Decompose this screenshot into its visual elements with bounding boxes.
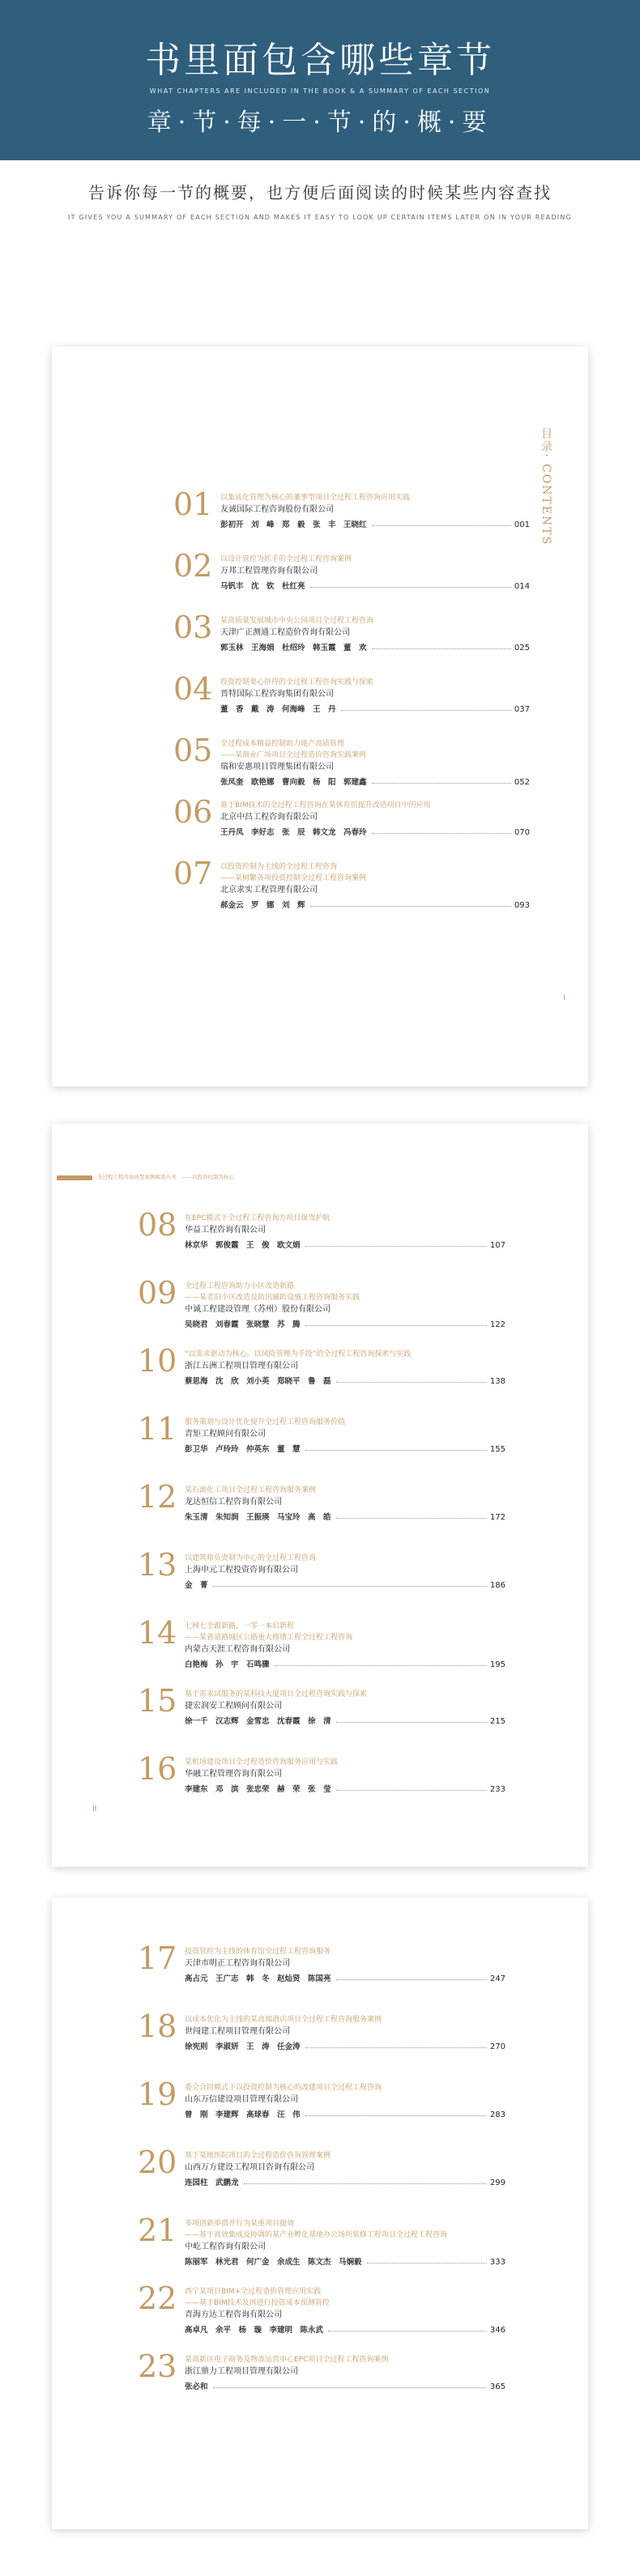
organization: 上海申元工程投资咨询有限公司 [185, 1566, 298, 1575]
authors: 彭初开 刘 峰 郑 毅 张 丰 王晓红 [220, 521, 367, 529]
toc-entry[interactable] [173, 487, 530, 541]
chapter-title: 基于需求试服务的某科技大厦项目全过程咨询实践与探索 [185, 1690, 368, 1698]
chapter-title: 某高质量发展城市中央公园项目全过程工程咨询 [220, 617, 374, 625]
author-line [185, 1237, 506, 1250]
chapter-title: 委会合同模式下以投资控制为核心的改建项目全过程工程咨询 [185, 2084, 382, 2092]
dot-leader [372, 833, 511, 834]
organization: 世闯建工程项目管理有限公司 [185, 2027, 290, 2036]
entry-text [185, 2286, 506, 2335]
chapter-number: 22 [138, 2281, 177, 2316]
authors: 徐一千 汉志辉 金雪忠 沈春霞 徐 清 [185, 1717, 331, 1726]
chapter-number: 05 [173, 733, 213, 768]
chapter-number: 13 [138, 1547, 177, 1583]
author-line [185, 1373, 506, 1386]
page-ref: 299 [489, 2179, 506, 2187]
authors: 朱玉清 朱知润 王振瑛 马宝玲 高 皓 [185, 1513, 331, 1522]
page-ref: 346 [489, 2326, 506, 2335]
chapter-number: 03 [173, 610, 213, 645]
organization: 晋特国际工程咨询集团有限公司 [220, 690, 334, 699]
toc-entry[interactable] [138, 1751, 506, 1805]
authors: 白艳梅 孙 宇 石鸣骤 [185, 1660, 270, 1669]
dot-leader [305, 1246, 487, 1247]
page-ref: 093 [514, 901, 530, 910]
authors: 吴晓君 刘春霞 张晓慧 苏 腾 [185, 1320, 301, 1329]
chapter-number: 10 [138, 1343, 177, 1379]
chapter-number: 01 [173, 487, 213, 522]
contents-label: 目录· CONTENTS [540, 427, 553, 546]
page-ref: 037 [514, 705, 530, 714]
chapter-title: 以投资控制为主线的全过程工程咨询 [220, 863, 338, 871]
dot-leader [336, 1722, 487, 1723]
chapter-number: 19 [138, 2077, 177, 2112]
organization: 山西万方建设工程项目咨询有限公司 [185, 2163, 314, 2172]
authors: 徐宪则 李淑妍 王 涛 任金涛 [185, 2043, 301, 2051]
dot-leader [328, 2331, 487, 2332]
entry-text [185, 2354, 506, 2391]
author-line [220, 578, 530, 591]
chapter-number: 18 [138, 2009, 177, 2044]
toc-entry[interactable] [138, 1275, 506, 1329]
authors: 张必和 [185, 2383, 208, 2391]
authors: 林京华 郭俊霞 王 俊 欧文娟 [185, 1241, 301, 1250]
author-line [185, 2322, 506, 2335]
toc-entry[interactable] [138, 2349, 506, 2403]
dot-leader [336, 1979, 487, 1980]
header-banner [0, 0, 640, 160]
toc-entry[interactable] [138, 2009, 506, 2063]
organization: 万邦工程管理咨询有限公司 [220, 567, 318, 576]
toc-entry[interactable] [138, 1683, 506, 1737]
contents-page-1 [52, 346, 588, 1086]
chapter-title: 全过程成本精益控制助力地产高质管理 [220, 740, 345, 748]
entry-text [220, 615, 530, 653]
page-ref: 052 [514, 778, 530, 787]
toc-entry[interactable] [173, 856, 530, 910]
dot-leader [372, 783, 511, 784]
page-ref: 070 [514, 828, 530, 837]
author-line [185, 1781, 506, 1794]
page-ref: 233 [489, 1785, 506, 1794]
chapter-title: 全过程工程咨询助力小区改造新路 [185, 1282, 295, 1290]
intro-text-cn: 告诉你每一节的概要，也方便后面阅读的时候某些内容查找 [88, 183, 552, 202]
entry-text [220, 677, 530, 714]
dot-leader [372, 525, 511, 526]
entry-text [185, 1621, 506, 1669]
chapter-title: 以集成化管理为核心的董事型项目全过程工程咨询应用实践 [220, 494, 411, 502]
chapter-title: 某高新区电子商务及物流运营中心EPC项目全过程工程咨询案例 [185, 2356, 389, 2364]
organization: 浙江鼎力工程项目管理有限公司 [185, 2367, 298, 2376]
chapter-title: 多项创新举措并行为某重项目提效 [185, 2220, 295, 2228]
toc-entry[interactable] [138, 2213, 506, 2267]
toc-entry[interactable] [173, 794, 530, 848]
toc-entry[interactable] [138, 2145, 506, 2199]
dot-leader [310, 587, 511, 588]
authors: 蔡思海 沈 欣 刘小英 郑晓平 鲁 磊 [185, 1377, 331, 1386]
organization: 友诚国际工程咨询股份有限公司 [220, 505, 334, 514]
toc-entry[interactable] [138, 1343, 506, 1397]
chapter-title: 投资控制要心挤得的全过程工程咨询实践与探索 [220, 678, 374, 687]
banner-subtitle-en: WHAT CHAPTERS ARE INCLUDED IN THE BOOK & A SUMMARY OF EACH SECTION [149, 87, 491, 95]
organization: 中屹工程咨询有限公司 [185, 2242, 266, 2251]
author-line [220, 774, 530, 787]
chapter-number: 16 [138, 1751, 177, 1787]
authors: 连园柱 武鹏龙 [185, 2179, 239, 2187]
organization: 天津广正测通工程造价咨询有限公司 [220, 628, 350, 637]
entry-text [185, 2218, 506, 2267]
toc-entry[interactable] [173, 671, 530, 725]
entry-text [185, 1417, 506, 1454]
dot-leader [305, 2115, 487, 2116]
organization: 北京中昌工程咨询有限公司 [220, 813, 318, 822]
organization: 中诚工程建设管理（苏州）股份有限公司 [185, 1305, 331, 1314]
entry-text [220, 492, 530, 529]
page-ref: 365 [489, 2383, 506, 2391]
organization: 龙达恒信工程咨询有限公司 [185, 1498, 282, 1507]
entry-text [185, 2014, 506, 2051]
page-ref: 138 [489, 1377, 506, 1386]
page-ref: 247 [489, 1975, 506, 1983]
entry-text [185, 1553, 506, 1590]
chapter-title: 基于BIM技术的全过程工程咨询在某体育馆提升改造项目中的应用 [220, 801, 431, 810]
chapter-title: 某石油化工项目全过程工程咨询服务案例 [185, 1486, 317, 1494]
dot-leader [336, 1790, 487, 1791]
author-line [185, 1577, 506, 1590]
chapter-subtitle: ——某老旧小区改造及防汛辅助设施工程咨询服务实践 [185, 1294, 361, 1302]
dot-leader [336, 1518, 487, 1519]
authors: 董 香 戴 涛 何海峰 王 丹 [220, 705, 336, 714]
authors: 高占元 王广志 韩 冬 赵灿贤 陈国亮 [185, 1975, 331, 1983]
chapter-subtitle: ——基于BIM技术及再进行投资成本预测管控 [185, 2299, 330, 2307]
chapter-number: 20 [138, 2145, 177, 2180]
entry-text [220, 554, 530, 591]
page-ref: 122 [489, 1320, 506, 1329]
chapter-title: 投资管控为主线的体育馆全过程工程咨询服务 [185, 1948, 331, 1956]
chapter-subtitle: ——某商业广场项目全过程造价咨询实践案例 [220, 751, 367, 759]
chapter-number: 09 [138, 1275, 177, 1311]
authors: 金 菁 [185, 1581, 208, 1590]
organization: 瑞和安惠项目管理集团有限公司 [220, 763, 334, 772]
authors: 郝金云 罗 娜 刘 辉 [220, 901, 305, 910]
authors: 李建东 邓 滨 张忠荣 赫 荣 张 莹 [185, 1785, 331, 1794]
author-line [185, 1656, 506, 1669]
page-ref: 107 [489, 1241, 506, 1250]
entry-text [220, 738, 530, 787]
page-ref: 195 [489, 1660, 506, 1669]
page-ref: 014 [514, 582, 530, 591]
chapter-subtitle: ——基于高效集成及协调的某产业孵化基地办公场所装修工程项目全过程工程咨询 [185, 2231, 448, 2239]
author-line [220, 897, 530, 910]
authors: 张凤奎 欧艳娜 曹向毅 杨 阳 郭建鑫 [220, 778, 367, 787]
chapter-number: 06 [173, 794, 213, 830]
organization: 青海方达工程咨询有限公司 [185, 2310, 282, 2319]
organization: 内蒙古天涯工程咨询有限公司 [185, 1645, 290, 1654]
organization: 天津市明正工程咨询有限公司 [185, 1959, 290, 1968]
authors: 郭玉林 王海娟 杜绍玲 韩玉霞 董 欢 [220, 644, 367, 653]
organization: 华融工程管理咨询有限公司 [185, 1770, 282, 1779]
page-ref: 283 [489, 2111, 506, 2119]
author-line [185, 1713, 506, 1726]
page-ref: 001 [514, 521, 530, 529]
chapter-title: 西宁某项目BIM+全过程造价管理应用实践 [185, 2288, 322, 2296]
page-number: II [92, 1805, 97, 1813]
author-line [185, 1509, 506, 1522]
chapter-number: 08 [138, 1207, 177, 1243]
toc-entry[interactable] [138, 1479, 506, 1533]
chapter-title: 以成本优化为主线的某高端酒店项目全过程工程咨询服务案例 [185, 2016, 382, 2024]
toc-entry[interactable] [138, 1941, 506, 1995]
dot-leader [372, 648, 511, 649]
dot-leader [244, 2183, 487, 2184]
authors: 王丹凤 李好志 张 辰 韩文龙 冯春玲 [220, 828, 367, 837]
chapter-number: 21 [138, 2213, 177, 2248]
chapter-title: “以需求驱动为核心，以风险管理为手段”的全过程工程咨询探索与实践 [185, 1350, 412, 1358]
running-header: 全过程工程咨询典型案例解读丛书 ——以投资控制为核心 [97, 1174, 234, 1180]
organization: 捷宏润安工程顾问有限公司 [185, 1702, 282, 1711]
entry-text [185, 2150, 506, 2187]
chapter-number: 14 [138, 1615, 177, 1651]
header-accent-bar [57, 1175, 92, 1180]
chapter-title: 服务策划与设计优化提升全过程工程咨询服务价值 [185, 1418, 346, 1426]
toc-entry[interactable] [173, 733, 530, 787]
dot-leader [310, 906, 511, 907]
entry-text [185, 1485, 506, 1522]
chapter-number: 23 [138, 2349, 177, 2384]
entry-text [185, 1281, 506, 1329]
page-ref: 186 [489, 1581, 506, 1590]
chapter-number: 17 [138, 1941, 177, 1976]
author-line [185, 2038, 506, 2051]
authors: 曾 刚 李建辉 高球春 汪 伟 [185, 2111, 301, 2119]
author-line [185, 1970, 506, 1983]
chapter-subtitle: ——某省道路城区公路重大修缮工程全过程工程咨询 [185, 1634, 353, 1642]
contents-page-2 [52, 1124, 588, 1867]
dot-leader [305, 2047, 487, 2048]
page-ref: 215 [489, 1717, 506, 1726]
organization: 北京求实工程管理有限公司 [220, 886, 318, 895]
dot-leader [305, 1325, 487, 1326]
chapter-subtitle: ——某树繁各项投资控制全过程工程咨询案例 [220, 874, 367, 882]
entry-text [185, 1213, 506, 1250]
author-line [185, 2378, 506, 2391]
toc-entry[interactable] [138, 1615, 506, 1669]
organization: 青矩工程顾问有限公司 [185, 1430, 266, 1439]
toc-entry[interactable] [173, 548, 530, 602]
author-line [220, 824, 530, 837]
chapter-title: 某机场建设项目全过程造价咨询服务应用与实践 [185, 1758, 339, 1766]
page-number: I [563, 994, 565, 1002]
chapter-title: 基于某地医院项目的全过程造价咨询管理案例 [185, 2152, 331, 2160]
toc-entry[interactable] [173, 610, 530, 664]
toc-entry[interactable] [138, 1547, 506, 1601]
authors: 马钒丰 沈 钦 杜红亮 [220, 582, 305, 591]
chapter-number: 07 [173, 856, 213, 891]
authors: 彭卫华 卢玲玲 仲英东 董 慧 [185, 1445, 301, 1454]
author-line [220, 640, 530, 653]
chapter-title: 以设计管控为抓手的全过程工程咨询案例 [220, 555, 352, 563]
dot-leader [275, 1665, 487, 1666]
page-ref: 172 [489, 1513, 506, 1522]
chapter-number: 02 [173, 548, 213, 584]
toc-entry[interactable] [138, 1411, 506, 1465]
author-line [185, 2106, 506, 2119]
chapter-title: 在EPC模式下全过程工程咨询方项目保驾护航 [185, 1214, 331, 1222]
entry-text [185, 1689, 506, 1726]
contents-page-3 [52, 1898, 588, 2529]
banner-title: 书里面包含哪些章节 [145, 40, 495, 81]
author-line [185, 2174, 506, 2187]
toc-entry[interactable] [138, 2281, 506, 2335]
dot-leader [305, 1450, 487, 1451]
page-ref: 155 [489, 1445, 506, 1454]
dot-leader [367, 2263, 487, 2264]
chapter-number: 04 [173, 671, 213, 707]
entry-text [185, 2082, 506, 2119]
organization: 华益工程咨询有限公司 [185, 1226, 266, 1235]
chapter-title: 以建筑师负责制为中心的全过程工程咨询 [185, 1554, 317, 1562]
organization: 山东万信建设项目管理有限公司 [185, 2095, 298, 2104]
dot-leader [213, 1586, 487, 1587]
toc-entry[interactable] [138, 1207, 506, 1261]
entry-text [220, 861, 530, 910]
author-line [220, 516, 530, 529]
author-line [185, 1316, 506, 1329]
page-ref: 025 [514, 644, 530, 653]
chapter-number: 11 [138, 1411, 177, 1447]
chapter-number: 15 [138, 1683, 177, 1719]
chapter-number: 12 [138, 1479, 177, 1515]
author-line [185, 1441, 506, 1454]
author-line [220, 701, 530, 714]
author-line [185, 2254, 506, 2267]
entry-text [220, 800, 530, 837]
dot-leader [341, 710, 511, 711]
page-ref: 270 [489, 2043, 506, 2051]
dot-leader [213, 2387, 487, 2388]
intro-text-en: IT GIVES YOU A SUMMARY OF EACH SECTION AND MAKES IT EASY TO LOOK UP CERTAIN ITEMS LATER ON IN YOUR READING [68, 214, 572, 221]
organization: 浙江五洲工程项目管理有限公司 [185, 1362, 298, 1371]
dot-leader [336, 1382, 487, 1383]
page-ref: 333 [489, 2258, 506, 2267]
chapter-title: 七网七全跟新路，一零一本启新程 [185, 1622, 295, 1630]
entry-text [185, 1349, 506, 1386]
authors: 陈丽军 林光君 何广金 余成生 陈文杰 马娴毅 [185, 2258, 362, 2267]
entry-text [185, 1757, 506, 1794]
authors: 高卓凡 余平 杨 璇 李建明 陈永武 [185, 2326, 324, 2335]
toc-entry[interactable] [138, 2077, 506, 2131]
banner-subtitle-cn: 章·节·每·一·节·的·概·要 [147, 108, 493, 137]
entry-text [185, 1946, 506, 1983]
